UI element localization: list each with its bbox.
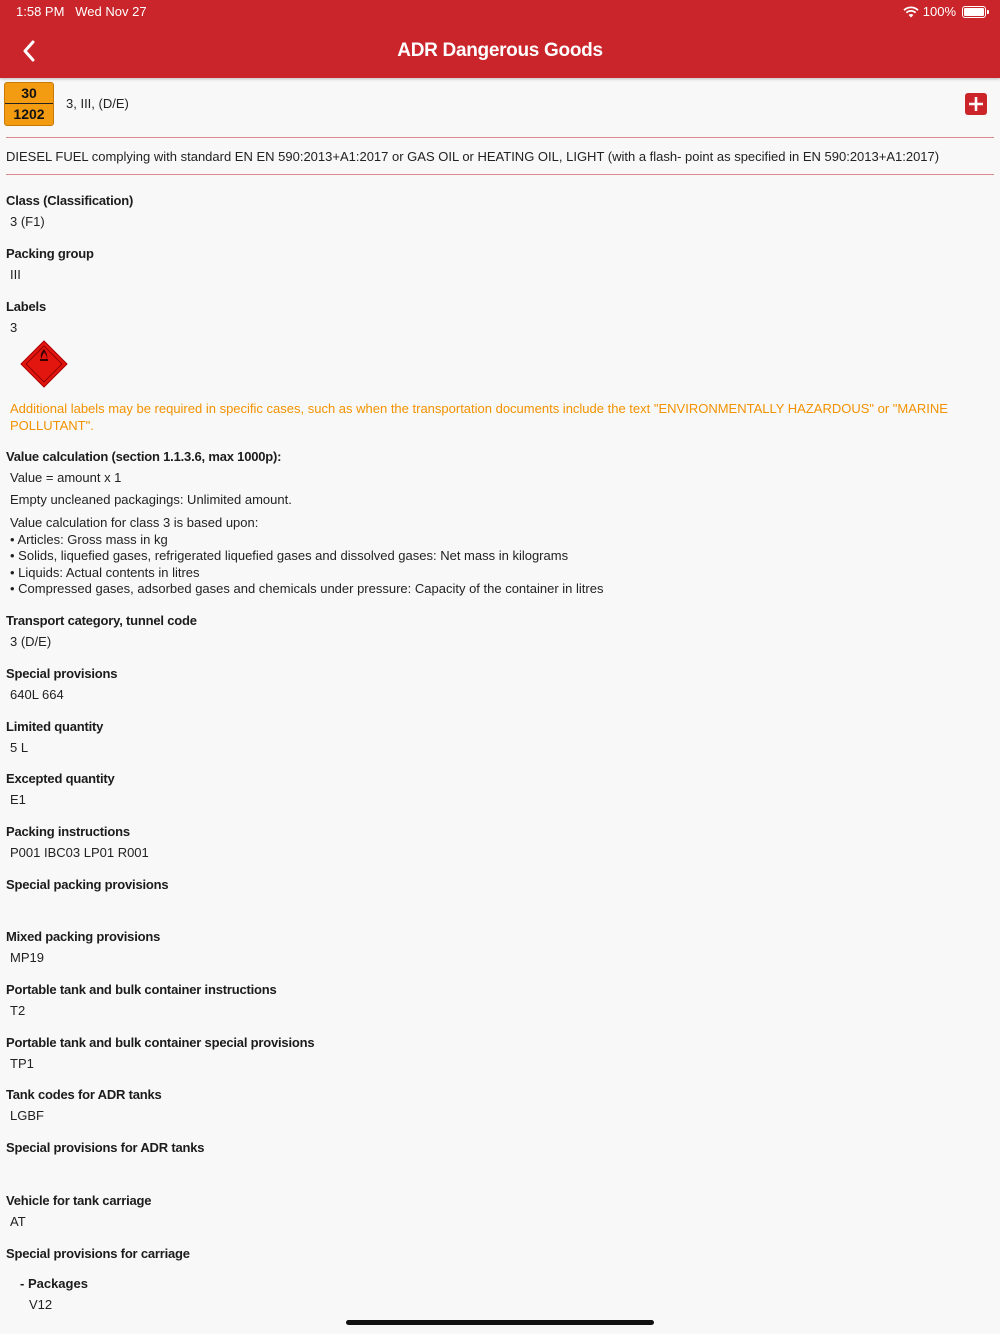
add-button[interactable] <box>965 93 987 115</box>
value-calc-intro: Value calculation for class 3 is based upon: <box>10 515 259 530</box>
portable-tank-instructions-label: Portable tank and bulk container instructions <box>6 982 277 997</box>
packing-instructions-value: P001 IBC03 LP01 R001 <box>10 845 149 860</box>
carriage-label: Special provisions for carriage <box>6 1246 190 1261</box>
orange-plate <box>4 82 54 126</box>
packing-instructions-label: Packing instructions <box>6 824 130 839</box>
portable-tank-special-value: TP1 <box>10 1056 34 1071</box>
portable-tank-special-label: Portable tank and bulk container special provisions <box>6 1035 315 1050</box>
battery-icon <box>962 6 986 18</box>
adr-tank-special-label: Special provisions for ADR tanks <box>6 1140 205 1155</box>
portable-tank-instructions-value: T2 <box>10 1003 26 1018</box>
vehicle-label: Vehicle for tank carriage <box>6 1193 152 1208</box>
status-bar-time <box>16 4 147 19</box>
mixed-packing-label: Mixed packing provisions <box>6 929 161 944</box>
limited-quantity-value: 5 L <box>10 740 29 755</box>
home-indicator[interactable] <box>346 1320 654 1325</box>
page-title: ADR Dangerous Goods <box>397 40 603 61</box>
special-provisions-value: 640L 664 <box>10 687 64 702</box>
vehicle-value: AT <box>10 1214 26 1229</box>
limited-quantity-label: Limited quantity <box>6 719 104 734</box>
status-bar-right <box>903 4 986 19</box>
carriage-packages-value: V12 <box>29 1297 53 1312</box>
carriage-packages-label: - Packages <box>20 1276 88 1291</box>
wifi-icon <box>903 6 919 18</box>
tank-codes-value: LGBF <box>10 1108 44 1123</box>
value-calc-formula: Value = amount x 1 <box>10 470 122 485</box>
un-summary-row <box>0 82 1000 128</box>
value-calc-empty: Empty uncleaned packagings: Unlimited amount. <box>10 492 292 507</box>
value-calc-label: Value calculation (section 1.1.3.6, max 1000p): <box>6 449 282 464</box>
list-item: • Compressed gases, adsorbed gases and chemicals under pressure: Capacity of the container in litres <box>10 581 604 597</box>
list-item: • Solids, liquefied gases, refrigerated liquefied gases and dissolved gases: Net mass in kilograms <box>10 548 569 564</box>
mixed-packing-value: MP19 <box>10 950 44 965</box>
list-item: • Liquids: Actual contents in litres <box>10 564 200 580</box>
status-date: Wed Nov 27 <box>75 4 147 19</box>
battery-percent: 100% <box>922 4 956 19</box>
hazard-number: 30 <box>5 83 53 104</box>
plus-icon <box>969 97 983 111</box>
divider-bottom <box>6 174 994 175</box>
class-label: Class (Classification) <box>6 193 134 208</box>
tank-codes-label: Tank codes for ADR tanks <box>6 1087 162 1102</box>
proper-shipping-name: DIESEL FUEL complying with standard EN EN 590:2013+A1:2017 or GAS OIL or HEATING OIL, LIGHT (with a flash- point as specified in EN 590:2013+A1:2017) <box>6 149 940 164</box>
labels-label: Labels <box>6 299 46 314</box>
excepted-quantity-label: Excepted quantity <box>6 771 115 786</box>
status-time: 1:58 PM <box>16 4 65 19</box>
special-packing-label: Special packing provisions <box>6 877 169 892</box>
transport-category-value: 3 (D/E) <box>10 634 52 649</box>
value-calc-list <box>10 515 603 598</box>
packing-group-value: III <box>10 267 21 282</box>
labels-note: Additional labels may be required in specific cases, such as when the transportation documents include the text "ENVIRONMENTALLY HAZARDOUS" or "MARINE POLLUTANT". <box>10 401 948 433</box>
class-value: 3 (F1) <box>10 214 45 229</box>
divider-top <box>6 137 994 138</box>
app-header <box>0 0 1000 78</box>
un-number: 1202 <box>13 106 45 122</box>
list-item: • Articles: Gross mass in kg <box>10 531 168 547</box>
labels-value: 3 <box>10 320 18 335</box>
special-provisions-label: Special provisions <box>6 666 118 681</box>
packing-group-label: Packing group <box>6 246 94 261</box>
un-summary-text: 3, III, (D/E) <box>66 96 129 111</box>
flammable-liquid-diamond-icon <box>20 340 68 388</box>
transport-category-label: Transport category, tunnel code <box>6 613 197 628</box>
excepted-quantity-value: E1 <box>10 792 26 807</box>
